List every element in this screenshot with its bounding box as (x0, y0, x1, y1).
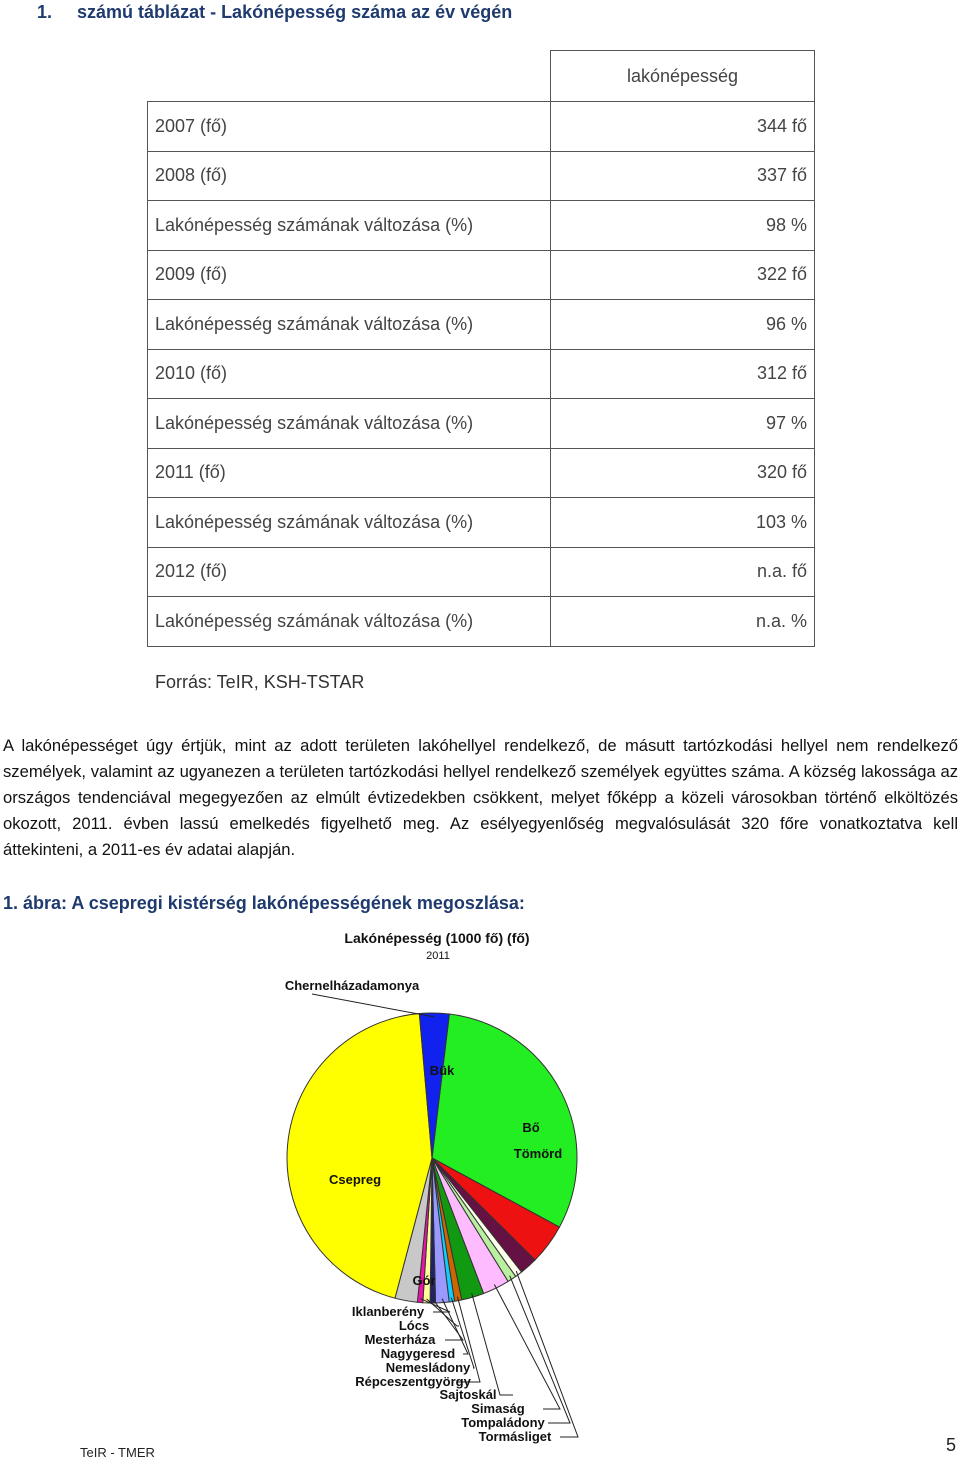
row-value: 103 % (551, 498, 815, 548)
table-row (148, 448, 815, 498)
pie-label: Nemesládony (385, 1360, 471, 1375)
pie-label: Tömörd (513, 1146, 563, 1161)
row-label: Lakónépesség számának változása (%) (148, 300, 551, 350)
table-title: számú táblázat - Lakónépesség száma az év végén (77, 2, 513, 22)
row-value: 344 fő (551, 102, 815, 152)
row-value: 96 % (551, 300, 815, 350)
table-row (148, 250, 815, 300)
pie-label: Bő (522, 1120, 540, 1135)
population-pie-chart (0, 920, 960, 1445)
row-value: 322 fő (551, 250, 815, 300)
row-label: 2009 (fő) (148, 250, 551, 300)
row-label: Lakónépesség számának változása (%) (148, 597, 551, 647)
table-row (148, 547, 815, 597)
row-label: 2011 (fő) (148, 448, 551, 498)
row-value: n.a. fő (551, 547, 815, 597)
row-label: 2010 (fő) (148, 349, 551, 399)
body-paragraph: A lakónépességet úgy értjük, mint az adott területen lakóhellyel rendelkező, de másutt tartózkodási hellyel nem rendelkező személyek, valamint az ugyanezen a területen tartózkodási hellyel rendelkező személyek együttes száma. A község lakossága az országos tendenciával megegyezően az elmúlt évtizedekben csökkent, melyet főképp a közeli városokban történő elköltözés okozott, 2011. évben lassú emelkedés figyelhető meg. Az esélyegyenlőség megvalósulását 320 főre vonatkoztatva kell áttekinteni, a 2011-es év adatai alapján. (3, 736, 958, 859)
pie-label: Bük (429, 1063, 455, 1078)
row-value: n.a. % (551, 597, 815, 647)
row-value: 312 fő (551, 349, 815, 399)
population-table (147, 50, 815, 647)
row-value: 98 % (551, 201, 815, 251)
figure-title: 1. ábra: A csepregi kistérség lakónépességének megoszlása: (3, 893, 525, 913)
table-header-row (148, 51, 815, 102)
table-row (148, 102, 815, 152)
pie-leader-line (312, 994, 434, 1017)
table-row (148, 498, 815, 548)
row-label: 2008 (fő) (148, 151, 551, 201)
table-heading (37, 2, 512, 23)
table-row (148, 597, 815, 647)
pie-leader-line (516, 1271, 578, 1437)
row-value: 97 % (551, 399, 815, 449)
row-label: Lakónépesség számának változása (%) (148, 498, 551, 548)
chart-subtitle: 2011 (426, 950, 450, 962)
pie-label: Csepreg (328, 1172, 382, 1187)
table-row (148, 201, 815, 251)
pie-label: Lócs (398, 1318, 430, 1333)
pie-label: Gór (412, 1273, 436, 1288)
table-source: Forrás: TeIR, KSH-TSTAR (155, 672, 365, 692)
header-empty-cell (148, 51, 551, 102)
column-header: lakónépesség (551, 51, 815, 102)
row-value: 320 fő (551, 448, 815, 498)
row-label: Lakónépesség számának változása (%) (148, 399, 551, 449)
table-row (148, 349, 815, 399)
row-value: 337 fő (551, 151, 815, 201)
pie-label: Mesterháza (364, 1332, 436, 1347)
teir-logo: TeIR - TMER (80, 1445, 155, 1460)
pie-label: Simaság (471, 1401, 525, 1416)
pie-label: Tompaládony (461, 1415, 545, 1430)
row-label: 2012 (fő) (148, 547, 551, 597)
page-number: 5 (946, 1435, 957, 1455)
pie-label: Nagygeresd (380, 1346, 456, 1361)
chart-title: Lakónépesség (1000 fő) (fő) (344, 930, 530, 946)
pie-label: Chernelházadamonya (284, 978, 420, 993)
pie-label: Répceszentgyörgy (355, 1374, 471, 1389)
pie-leader-line (494, 1284, 560, 1409)
pie-label: Tormásliget (478, 1429, 552, 1444)
table-number: 1. (37, 2, 53, 22)
row-label: Lakónépesség számának változása (%) (148, 201, 551, 251)
pie-label: Sajtoskál (439, 1387, 497, 1402)
table-row (148, 300, 815, 350)
row-label: 2007 (fő) (148, 102, 551, 152)
table-row (148, 399, 815, 449)
pie-label: Iklanberény (351, 1304, 425, 1319)
table-row (148, 151, 815, 201)
